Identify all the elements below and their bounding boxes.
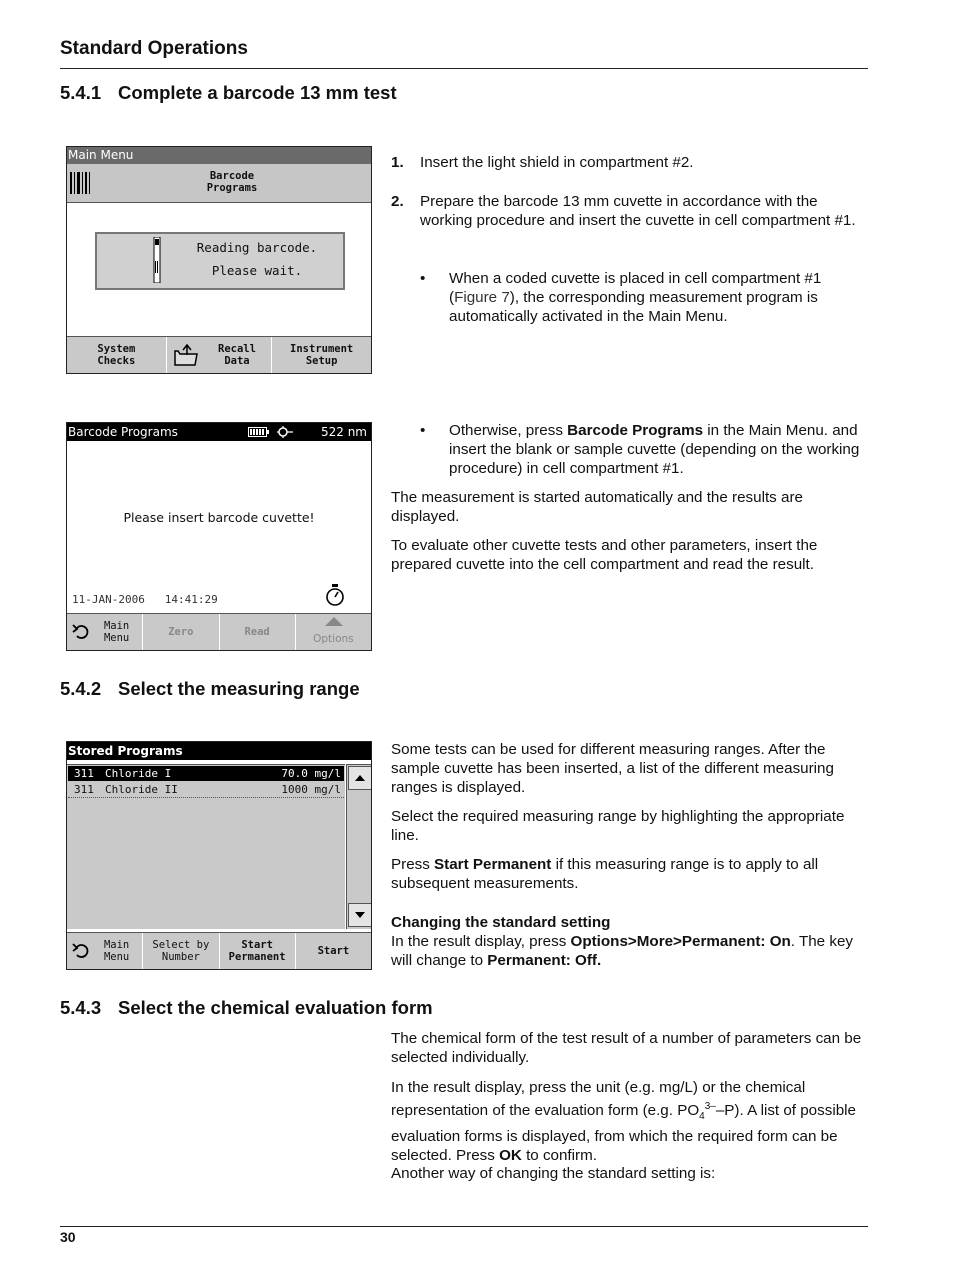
- header-rule: [60, 68, 868, 69]
- screen-titlebar: [67, 423, 371, 441]
- text-bold: Options>More>Permanent: On: [570, 933, 791, 951]
- section-title: Select the chemical evaluation form: [118, 997, 433, 1018]
- softkey-bar: [67, 613, 371, 650]
- screen-barcode-programs: [66, 422, 372, 651]
- page-number: 30: [60, 1229, 76, 1245]
- main-menu-key[interactable]: [67, 933, 143, 969]
- screen-main-menu: [66, 146, 372, 374]
- main-menu-label: Main Menu: [103, 939, 130, 963]
- screen-title: Main Menu: [67, 147, 371, 164]
- step-text: Insert the light shield in compartment #2.: [420, 154, 694, 171]
- text-bold: OK: [499, 1146, 522, 1164]
- subscript: 4: [699, 1111, 705, 1123]
- dialog-line-2: Please wait.: [211, 263, 303, 278]
- text-bold: Start Permanent: [434, 856, 552, 873]
- select-by-number-key[interactable]: Select by Number: [143, 933, 219, 969]
- bullet-text-bold: Barcode Programs: [567, 422, 704, 439]
- cuvette-icon: [153, 237, 161, 283]
- zero-key[interactable]: Zero: [143, 614, 219, 650]
- superscript: 3–: [704, 1101, 716, 1113]
- barcode-icon: [70, 172, 92, 194]
- options-label: Options: [313, 633, 354, 645]
- scroll-up-button[interactable]: [348, 766, 372, 790]
- footer-rule: [60, 1226, 868, 1227]
- read-key[interactable]: Read: [220, 614, 296, 650]
- main-menu-label: Main Menu: [103, 620, 130, 644]
- program-number: 311: [74, 767, 94, 780]
- recall-data-key[interactable]: [167, 337, 273, 373]
- paragraph-result-display: [391, 1078, 866, 1165]
- start-permanent-key[interactable]: Start Permanent: [220, 933, 296, 969]
- bullet-text-part: in the Main Menu. and insert the blank or sample cuvette (depending on the working procedure) in cell compartment #1.: [449, 422, 860, 478]
- folder-icon: [173, 343, 199, 367]
- paragraph-chemical-form: The chemical form of the test result of a number of parameters can be selected individually.: [391, 1030, 862, 1067]
- bullet-dot: •: [420, 422, 426, 439]
- section-heading-5-4-3: [60, 997, 433, 1019]
- paragraph-auto-start: The measurement is started automatically and the results are displayed.: [391, 489, 803, 526]
- paragraph-another-way: Another way of changing the standard setting is:: [391, 1165, 716, 1182]
- text-part: . The key will change to: [391, 933, 853, 970]
- program-row-selected[interactable]: [68, 766, 344, 781]
- paragraph-start-permanent: [391, 855, 866, 893]
- text-part: In the result display, press the unit (e.g. mg/L) or the chemical representation of the evaluation form (e.g. PO: [391, 1079, 806, 1120]
- program-range: 70.0 mg/l: [281, 767, 341, 780]
- step-number: 1.: [391, 154, 404, 171]
- softkey-bar: [67, 336, 371, 373]
- options-key[interactable]: [296, 614, 371, 650]
- softkey-bar: [67, 932, 371, 969]
- text-part: to confirm.: [521, 1146, 597, 1164]
- step-text: Prepare the barcode 13 mm cuvette in accordance with the working procedure and insert the cuvette in cell compartment #1.: [420, 193, 856, 230]
- program-name: Chloride II: [105, 783, 178, 796]
- section-title: Select the measuring range: [118, 678, 360, 699]
- time: 14:41:29: [164, 593, 218, 606]
- text-part: In the result display, press: [391, 933, 571, 951]
- text-part: if this measuring range is to apply to all subsequent measurements.: [391, 856, 819, 893]
- bullet-text-part: ), the corresponding measurement program is automatically activated in the Main Menu.: [449, 289, 818, 326]
- timer-icon[interactable]: [325, 583, 345, 607]
- screen-title: Stored Programs: [67, 742, 371, 760]
- back-arrow-icon: [71, 942, 91, 960]
- bullet-text-part: When a coded cuvette is placed in cell compartment #1 (: [449, 270, 822, 307]
- bullet-text: [449, 269, 869, 327]
- battery-icon: [248, 427, 270, 437]
- screen-stored-programs: [66, 741, 372, 970]
- screen-title: Barcode Programs: [68, 425, 178, 439]
- barcode-programs-label: Barcode Programs: [206, 170, 258, 194]
- paragraph-measuring-ranges: Some tests can be used for different measuring ranges. After the sample cuvette has been inserted, a list of the different measuring ranges is displayed.: [391, 741, 834, 797]
- program-range: 1000 mg/l: [281, 783, 341, 796]
- section-number: 5.4.1: [60, 82, 102, 103]
- scroll-down-button[interactable]: [348, 903, 372, 927]
- section-heading-5-4-1: [60, 82, 397, 104]
- paragraph-changing-standard: [391, 913, 866, 971]
- down-triangle-icon: [355, 912, 365, 918]
- instrument-setup-key[interactable]: Instrument Setup: [272, 337, 371, 373]
- back-arrow-icon: [71, 623, 91, 641]
- reading-dialog: [95, 232, 345, 290]
- section-heading-5-4-2: [60, 678, 360, 700]
- section-title: Complete a barcode 13 mm test: [118, 82, 397, 103]
- subheading: Changing the standard setting: [391, 914, 611, 931]
- program-name: Chloride I: [105, 767, 172, 780]
- scrollbar[interactable]: [346, 764, 372, 929]
- recall-data-label: Recall Data: [218, 343, 256, 367]
- wavelength: 522 nm: [320, 425, 367, 439]
- section-number: 5.4.3: [60, 997, 102, 1018]
- up-triangle-icon: [355, 775, 365, 781]
- program-row[interactable]: [68, 782, 344, 798]
- date-time: [72, 593, 218, 606]
- running-header: Standard Operations: [60, 38, 248, 59]
- main-menu-key[interactable]: [67, 614, 143, 650]
- step-number: 2.: [391, 193, 404, 210]
- program-bar[interactable]: [67, 164, 371, 203]
- program-number: 311: [74, 783, 94, 796]
- text-part: Press: [391, 856, 435, 873]
- section-number: 5.4.2: [60, 678, 102, 699]
- date: 11-JAN-2006: [72, 593, 145, 606]
- start-key[interactable]: Start: [296, 933, 371, 969]
- paragraph-other-tests: To evaluate other cuvette tests and other parameters, insert the prepared cuvette into the cell compartment and read the result.: [391, 537, 818, 574]
- figure-link[interactable]: Figure 7: [454, 289, 510, 307]
- lamp-icon: [276, 426, 294, 438]
- dialog-line-1: Reading barcode.: [196, 240, 318, 255]
- bullet-text-part: Otherwise, press: [449, 422, 568, 439]
- up-arrow-icon: [325, 617, 343, 626]
- text-part: –P). A list of possible evaluation forms is displayed, from which the required form can be selected. Press: [391, 1102, 856, 1164]
- program-list: [67, 764, 345, 929]
- insert-cuvette-message: Please insert barcode cuvette!: [123, 510, 315, 525]
- system-checks-key[interactable]: System Checks: [67, 337, 167, 373]
- bullet-text: [449, 421, 889, 479]
- bullet-dot: •: [420, 270, 426, 287]
- paragraph-select-range: Select the required measuring range by highlighting the appropriate line.: [391, 808, 845, 845]
- text-bold: Permanent: Off.: [487, 952, 602, 970]
